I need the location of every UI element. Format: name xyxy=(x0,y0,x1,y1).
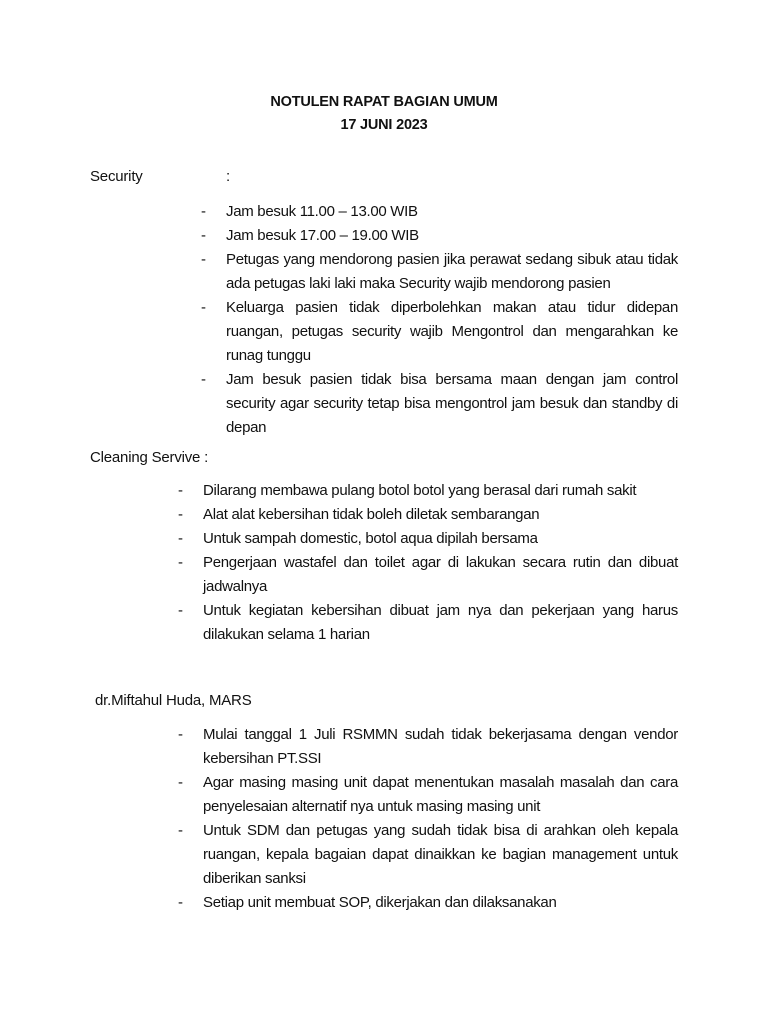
bullet-dash: - xyxy=(201,227,206,244)
bullet-dash: - xyxy=(201,371,206,388)
list-item-text: Untuk sampah domestic, botol aqua dipilah bersama xyxy=(203,530,538,547)
bullet-dash: - xyxy=(201,203,206,220)
list-item xyxy=(201,248,678,296)
list-item xyxy=(178,891,678,915)
document-title: NOTULEN RAPAT BAGIAN UMUM xyxy=(270,94,498,110)
bullet-dash: - xyxy=(178,506,183,523)
document-date: 17 JUNI 2023 xyxy=(340,117,428,133)
list-item-text: Untuk SDM dan petugas yang sudah tidak bisa di arahkan oleh kepala ruangan, kepala bagaian dapat dinaikkan ke bagian management untuk diberikan sanksi xyxy=(203,822,678,887)
list-item xyxy=(178,819,678,891)
list-item xyxy=(178,503,678,527)
list-item-text: Alat alat kebersihan tidak boleh diletak sembarangan xyxy=(203,506,540,523)
list-item xyxy=(178,771,678,819)
list-item-text: Jam besuk pasien tidak bisa bersama maan dengan jam control security agar security tetap bisa mengontrol jam besuk dan standby di depan xyxy=(226,371,678,436)
bullet-dash: - xyxy=(178,822,183,839)
section-label-cleaning-service: Cleaning Servive : xyxy=(90,449,209,466)
list-item xyxy=(178,723,678,771)
bullet-dash: - xyxy=(201,251,206,268)
list-item-text: Pengerjaan wastafel dan toilet agar di lakukan secara rutin dan dibuat jadwalnya xyxy=(203,554,678,595)
bullet-dash: - xyxy=(201,299,206,316)
bullet-dash: - xyxy=(178,726,183,743)
list-item-text: Jam besuk 11.00 – 13.00 WIB xyxy=(226,203,418,220)
bullet-dash: - xyxy=(178,602,183,619)
security-list xyxy=(201,200,678,440)
list-item-text: Petugas yang mendorong pasien jika perawat sedang sibuk atau tidak ada petugas laki laki maka Security wajib mendorong pasien xyxy=(226,251,678,292)
list-item xyxy=(178,479,678,503)
bullet-dash: - xyxy=(178,530,183,547)
list-item xyxy=(201,296,678,368)
list-item-text: Setiap unit membuat SOP, dikerjakan dan dilaksanakan xyxy=(203,894,557,911)
list-item xyxy=(201,368,678,440)
bullet-dash: - xyxy=(178,482,183,499)
list-item xyxy=(178,527,678,551)
list-item xyxy=(201,224,678,248)
speaker-notes-list xyxy=(178,723,678,915)
list-item-text: Jam besuk 17.00 – 19.00 WIB xyxy=(226,227,419,244)
bullet-dash: - xyxy=(178,554,183,571)
list-item-text: Agar masing masing unit dapat menentukan masalah masalah dan cara penyelesaian alternatif nya untuk masing masing unit xyxy=(203,774,678,815)
section-colon-security: : xyxy=(226,168,231,185)
list-item xyxy=(178,551,678,599)
list-item xyxy=(178,599,678,647)
section-label-security: Security xyxy=(90,168,143,185)
bullet-dash: - xyxy=(178,774,183,791)
cleaning-service-list xyxy=(178,479,678,647)
bullet-dash: - xyxy=(178,894,183,911)
list-item-text: Untuk kegiatan kebersihan dibuat jam nya dan pekerjaan yang harus dilakukan selama 1 harian xyxy=(203,602,678,643)
list-item-text: Mulai tanggal 1 Juli RSMMN sudah tidak bekerjasama dengan vendor kebersihan PT.SSI xyxy=(203,726,678,767)
list-item-text: Dilarang membawa pulang botol botol yang berasal dari rumah sakit xyxy=(203,482,637,499)
section-label-speaker: dr.Miftahul Huda, MARS xyxy=(95,692,252,709)
list-item-text: Keluarga pasien tidak diperbolehkan makan atau tidur didepan ruangan, petugas security wajib Mengontrol dan mengarahkan ke runag tunggu xyxy=(226,299,678,364)
list-item xyxy=(201,200,678,224)
